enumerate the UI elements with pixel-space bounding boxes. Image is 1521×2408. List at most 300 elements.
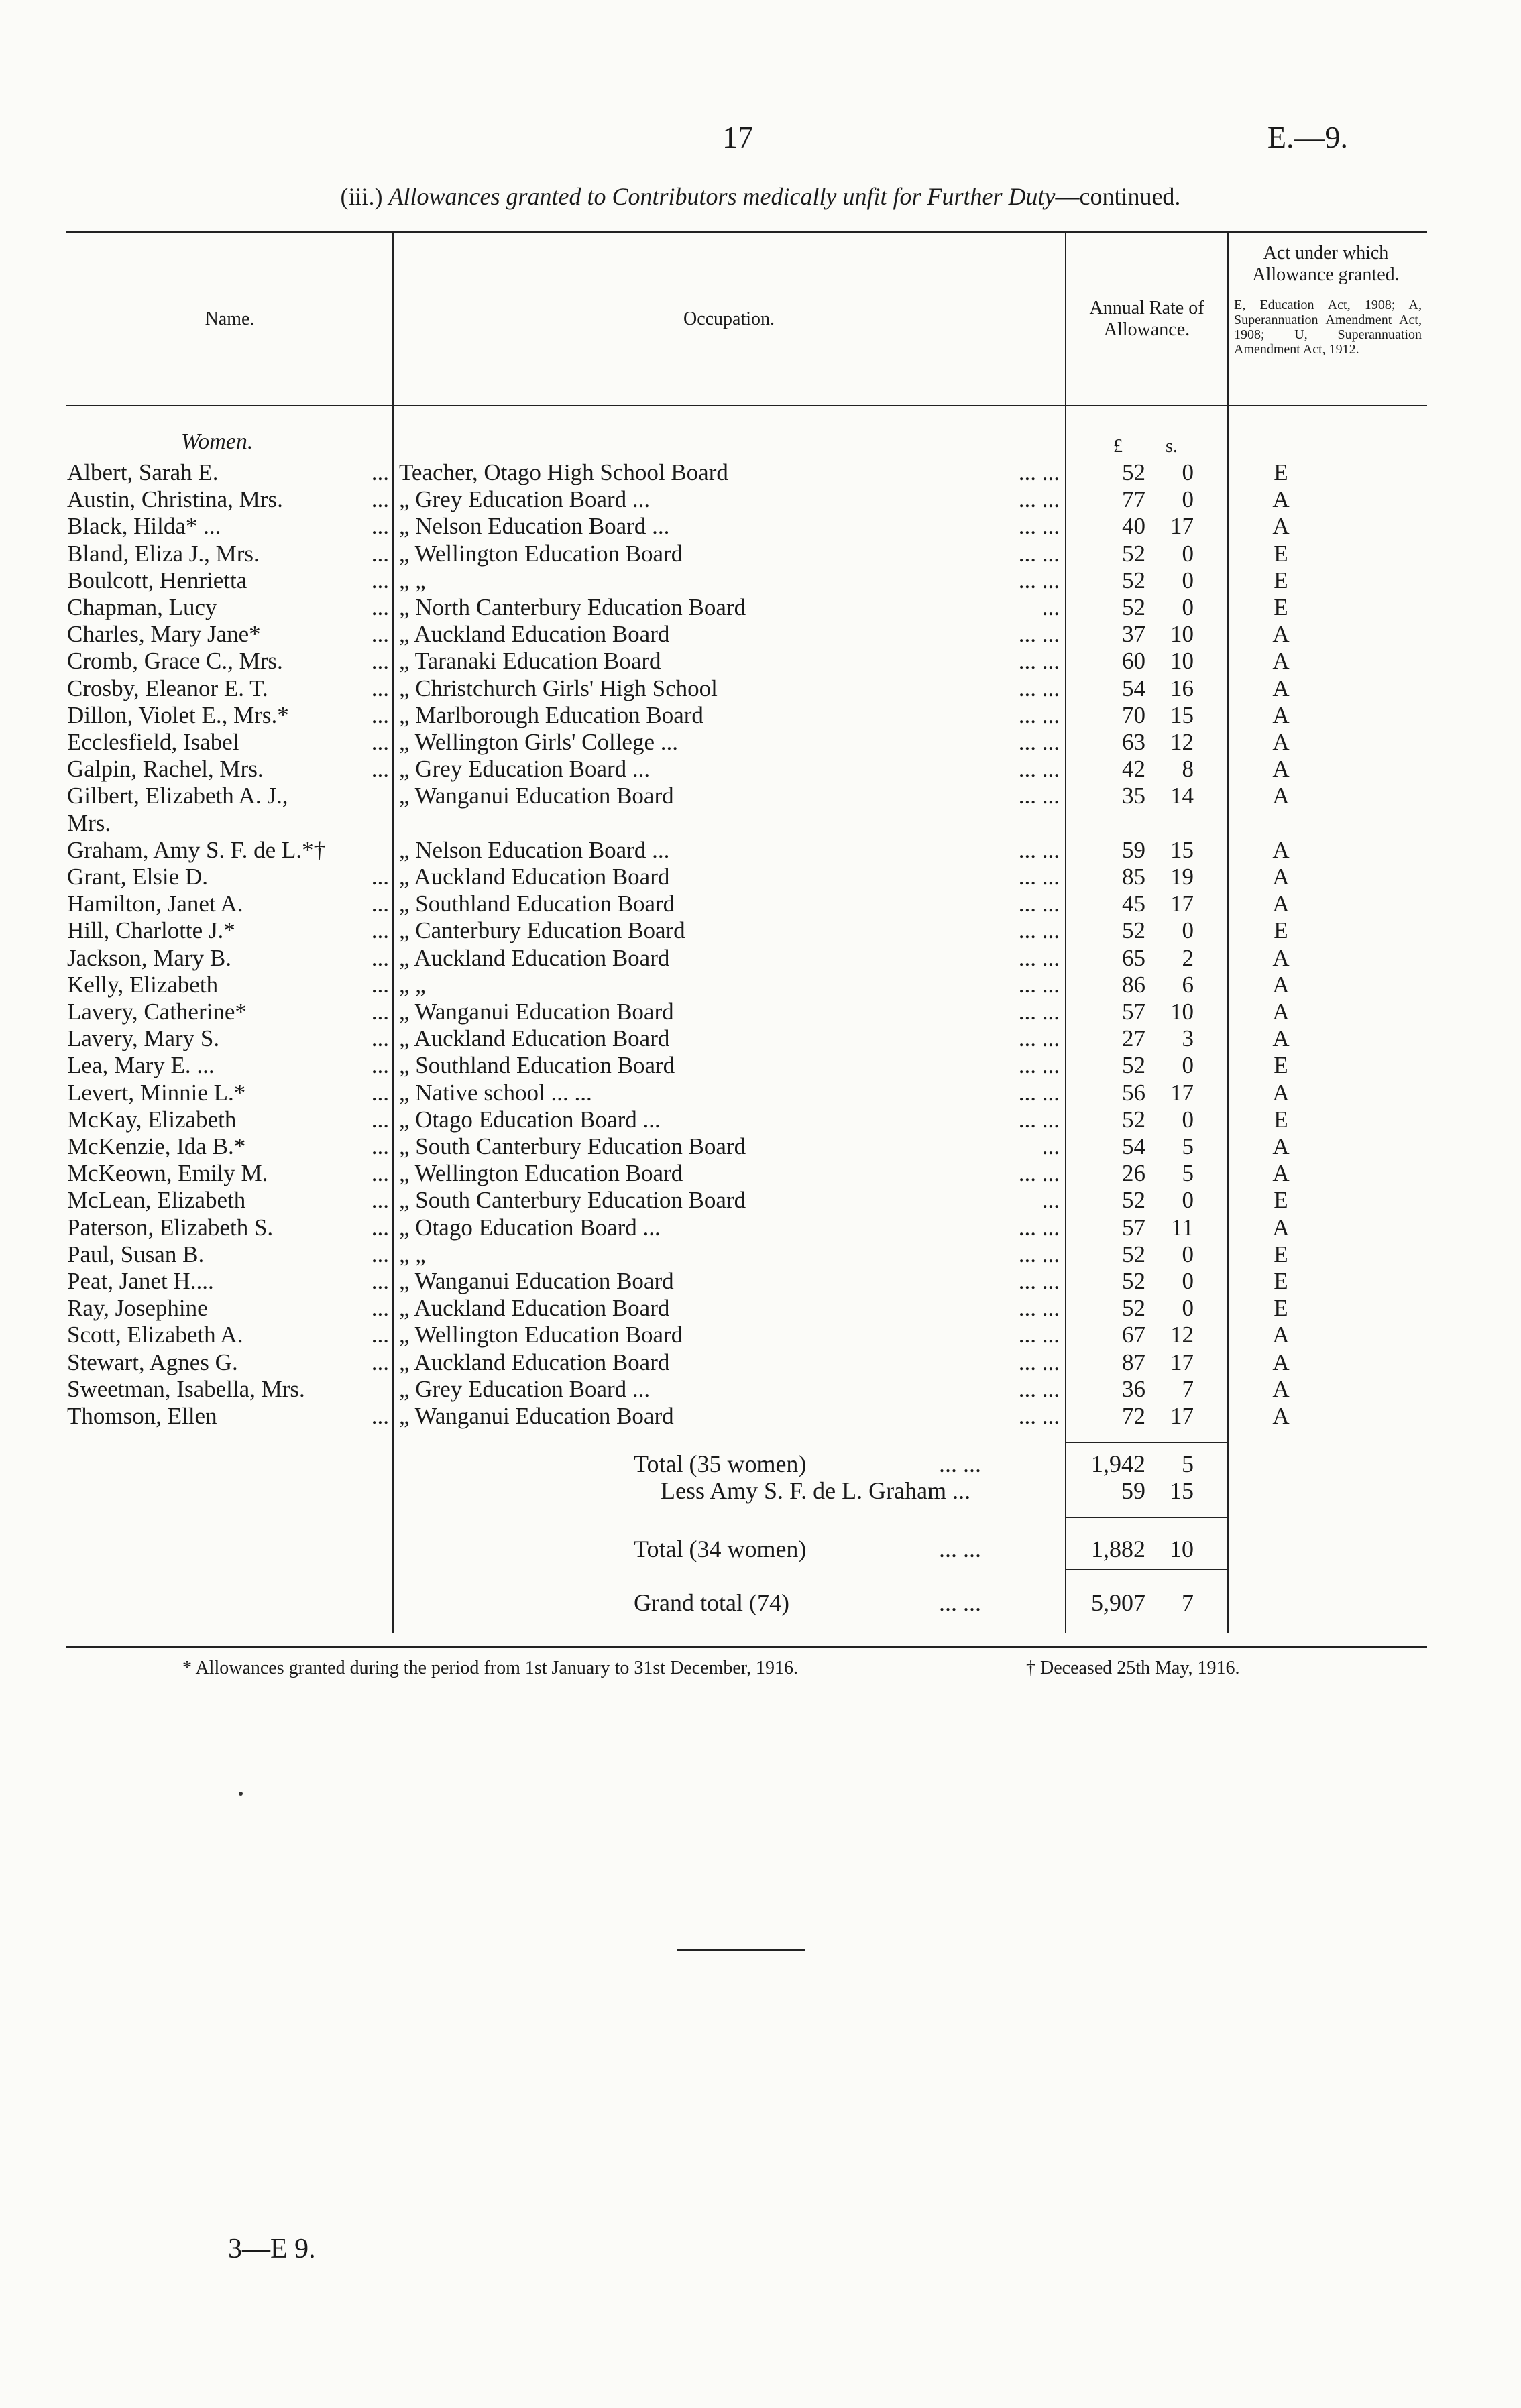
entry-act-code: A [1272, 486, 1290, 513]
entry-leader-dots: ... [371, 1079, 389, 1106]
entry-shillings: 5 [1182, 1133, 1194, 1159]
entry-shillings: 0 [1182, 459, 1194, 485]
entry-name: Lavery, Catherine* [67, 998, 247, 1025]
entry-name: Paterson, Elizabeth S. [67, 1214, 274, 1241]
total-35-shillings: 5 [1182, 1450, 1194, 1477]
end-rule [677, 1949, 805, 1951]
entry-act-code: E [1274, 1295, 1288, 1322]
entry-occupation: „ Wanganui Education Board [399, 998, 674, 1025]
total-rule-3 [1065, 1569, 1227, 1570]
entry-leader-dots: ... [371, 567, 389, 593]
entry-occupation: „ Southland Education Board [399, 1052, 675, 1079]
entry-occupation: „ Auckland Education Board [399, 621, 670, 648]
entry-leader-dots: ... [371, 1214, 389, 1241]
entry-shillings: 0 [1182, 1106, 1194, 1133]
entry-act-code: E [1274, 1187, 1288, 1214]
entry-shillings: 0 [1182, 1241, 1194, 1267]
entry-shillings: 2 [1182, 944, 1194, 971]
entry-act-code: A [1272, 1322, 1290, 1349]
grand-total-pounds: 5,907 [1091, 1589, 1145, 1616]
entry-act-code: A [1272, 971, 1290, 998]
table-row [0, 1025, 1521, 1052]
specks [239, 1792, 243, 1796]
entry-name: Crosby, Eleanor E. T. [67, 675, 268, 701]
entry-occupation: „ Wanganui Education Board [399, 783, 674, 809]
entry-leader-dots: ... [371, 701, 389, 728]
entry-name: Charles, Mary Jane* [67, 621, 261, 648]
entry-name: Gilbert, Elizabeth A. J., [67, 783, 288, 809]
total-35-pounds: 1,942 [1091, 1450, 1145, 1477]
table-row [0, 594, 1521, 621]
entry-occupation: „ South Canterbury Education Board [399, 1133, 746, 1159]
entry-shillings: 0 [1182, 567, 1194, 593]
entry-occupation-dots: ... ... [1018, 1025, 1060, 1052]
entry-act-code: E [1274, 567, 1288, 593]
entry-shillings: 16 [1170, 675, 1194, 701]
entry-act-code: A [1272, 864, 1290, 890]
entry-act-code: E [1274, 540, 1288, 567]
entry-pounds: 52 [1122, 1295, 1145, 1322]
grand-total-dots: ... ... [939, 1589, 981, 1616]
entry-occupation: „ Wanganui Education Board [399, 1268, 674, 1294]
entry-occupation: „ Marlborough Education Board [399, 701, 703, 728]
entry-shillings: 10 [1170, 998, 1194, 1025]
entry-name: Mrs. [67, 809, 111, 836]
entry-leader-dots: ... [371, 729, 389, 755]
shilling-label: s. [1166, 436, 1178, 457]
entry-act-code: A [1272, 1403, 1290, 1429]
entry-leader-dots: ... [371, 1106, 389, 1133]
entry-act-code: E [1274, 594, 1288, 620]
entry-leader-dots: ... [371, 1187, 389, 1214]
column-header-act-line1: Act under which [1263, 243, 1389, 264]
entry-act-code: A [1272, 513, 1290, 540]
entry-name: Chapman, Lucy [67, 594, 217, 620]
entry-occupation-dots: ... ... [1018, 917, 1060, 944]
entry-name: Lavery, Mary S. [67, 1025, 220, 1052]
entry-occupation-dots: ... ... [1018, 729, 1060, 755]
table-row [0, 1080, 1521, 1106]
entry-act-code: A [1272, 648, 1290, 675]
total-35-dots: ... ... [939, 1450, 981, 1477]
entry-name: McLean, Elizabeth [67, 1187, 246, 1214]
entry-name: McKeown, Emily M. [67, 1160, 268, 1187]
entry-pounds: 72 [1122, 1403, 1145, 1429]
entry-shillings: 6 [1182, 971, 1194, 998]
table-row [0, 1187, 1521, 1214]
column-header-name: Name. [205, 308, 255, 329]
entry-shillings: 17 [1170, 513, 1194, 540]
entry-name: Lea, Mary E. ... [67, 1052, 215, 1079]
entry-occupation: „ Wellington Girls' College ... [399, 729, 678, 755]
total-35-label: Total (35 women) [634, 1450, 807, 1477]
entry-occupation: „ Wellington Education Board [399, 540, 683, 567]
table-row [0, 1403, 1521, 1430]
entry-act-code: A [1272, 756, 1290, 783]
entry-pounds: 70 [1122, 701, 1145, 728]
entry-leader-dots: ... [371, 1322, 389, 1349]
entry-name: Grant, Elsie D. [67, 864, 208, 890]
entry-occupation-dots: ... ... [1018, 567, 1060, 593]
entry-shillings: 7 [1182, 1375, 1194, 1402]
table-row [0, 756, 1521, 783]
section-suffix: —continued. [1055, 183, 1181, 210]
entry-leader-dots: ... [371, 486, 389, 513]
table-row [0, 891, 1521, 917]
column-header-rate-line1: Annual Rate of [1089, 298, 1204, 319]
pound-label: £ [1113, 436, 1123, 457]
entry-pounds: 63 [1122, 729, 1145, 755]
entry-occupation: „ Native school ... ... [399, 1079, 592, 1106]
entry-pounds: 57 [1122, 1214, 1145, 1241]
entry-name: Stewart, Agnes G. [67, 1349, 238, 1375]
entry-act-code: E [1274, 459, 1288, 485]
table-row [0, 1241, 1521, 1268]
grand-total-label: Grand total (74) [634, 1589, 789, 1616]
total-34-pounds: 1,882 [1091, 1536, 1145, 1562]
entry-occupation-dots: ... [1041, 1133, 1060, 1159]
entry-occupation: „ Auckland Education Board [399, 864, 670, 890]
entry-act-code: A [1272, 675, 1290, 701]
entry-name: Austin, Christina, Mrs. [67, 486, 283, 513]
entry-pounds: 54 [1122, 1133, 1145, 1159]
table-row [0, 864, 1521, 891]
total-34-shillings: 10 [1170, 1536, 1194, 1562]
column-header-occupation: Occupation. [683, 308, 775, 329]
entry-pounds: 27 [1122, 1025, 1145, 1052]
entry-pounds: 57 [1122, 998, 1145, 1025]
entry-occupation: „ Canterbury Education Board [399, 917, 685, 944]
table-row [0, 998, 1521, 1025]
entry-pounds: 87 [1122, 1349, 1145, 1375]
entry-leader-dots: ... [371, 998, 389, 1025]
entry-pounds: 52 [1122, 1052, 1145, 1079]
entry-occupation-dots: ... ... [1018, 864, 1060, 890]
entry-shillings: 17 [1170, 1349, 1194, 1375]
table-row [0, 702, 1521, 729]
entry-shillings: 0 [1182, 594, 1194, 620]
entry-occupation: „ Nelson Education Board ... [399, 836, 670, 863]
entry-pounds: 54 [1122, 675, 1145, 701]
entry-leader-dots: ... [371, 1052, 389, 1079]
entry-name: Graham, Amy S. F. de L.*† [67, 836, 326, 863]
entry-occupation: „ Taranaki Education Board [399, 648, 661, 675]
entry-shillings: 17 [1170, 1403, 1194, 1429]
entry-leader-dots: ... [371, 594, 389, 620]
entry-act-code: A [1272, 836, 1290, 863]
less-pounds: 59 [1121, 1477, 1145, 1504]
entry-occupation-dots: ... ... [1018, 1349, 1060, 1375]
section-heading-women: Women. [181, 429, 253, 454]
table-row [0, 945, 1521, 972]
entry-occupation: Teacher, Otago High School Board [399, 459, 728, 485]
entry-pounds: 60 [1122, 648, 1145, 675]
entry-pounds: 67 [1122, 1322, 1145, 1349]
entry-act-code: A [1272, 891, 1290, 917]
section-title [0, 182, 1521, 211]
table-row [0, 540, 1521, 567]
entry-occupation-dots: ... ... [1018, 756, 1060, 783]
entry-leader-dots: ... [371, 513, 389, 540]
entry-occupation-dots: ... ... [1018, 1268, 1060, 1294]
entry-act-code: A [1272, 1214, 1290, 1241]
entry-act-code: E [1274, 1106, 1288, 1133]
entry-leader-dots: ... [371, 971, 389, 998]
entry-shillings: 17 [1170, 1079, 1194, 1106]
entry-occupation-dots: ... ... [1018, 1295, 1060, 1322]
entry-occupation-dots: ... ... [1018, 540, 1060, 567]
entry-occupation-dots: ... ... [1018, 1052, 1060, 1079]
entry-pounds: 37 [1122, 621, 1145, 648]
entry-occupation-dots: ... ... [1018, 486, 1060, 513]
entry-shillings: 15 [1170, 836, 1194, 863]
table-row [0, 810, 1521, 837]
section-prefix: (iii.) [340, 183, 389, 210]
table-row [0, 972, 1521, 998]
entry-name: Ray, Josephine [67, 1295, 208, 1322]
table-top-rule [66, 231, 1427, 233]
table-row [0, 1376, 1521, 1403]
entry-occupation-dots: ... ... [1018, 701, 1060, 728]
column-header-rate [1066, 298, 1227, 341]
entry-occupation: „ „ [399, 567, 426, 593]
entry-occupation-dots: ... ... [1018, 1322, 1060, 1349]
entry-shillings: 5 [1182, 1160, 1194, 1187]
entry-pounds: 52 [1122, 567, 1145, 593]
entry-name: Ecclesfield, Isabel [67, 729, 239, 755]
entry-pounds: 52 [1122, 1268, 1145, 1294]
entry-occupation: „ Auckland Education Board [399, 944, 670, 971]
less-shillings: 15 [1170, 1477, 1194, 1504]
entry-leader-dots: ... [371, 675, 389, 701]
entry-pounds: 77 [1122, 486, 1145, 513]
entry-occupation: „ Wanganui Education Board [399, 1403, 674, 1429]
total-rule-1 [1065, 1442, 1227, 1443]
entry-shillings: 17 [1170, 891, 1194, 917]
page-number: 17 [722, 120, 753, 154]
entry-pounds: 52 [1122, 917, 1145, 944]
entry-act-code: E [1274, 1241, 1288, 1267]
less-label: Less Amy S. F. de L. Graham ... [661, 1477, 971, 1504]
entry-occupation-dots: ... ... [1018, 836, 1060, 863]
entry-occupation-dots: ... ... [1018, 783, 1060, 809]
entry-pounds: 52 [1122, 540, 1145, 567]
entry-occupation-dots: ... ... [1018, 513, 1060, 540]
entry-shillings: 19 [1170, 864, 1194, 890]
table-row [0, 1052, 1521, 1079]
table-row [0, 917, 1521, 944]
entry-occupation-dots: ... ... [1018, 648, 1060, 675]
entry-pounds: 36 [1122, 1375, 1145, 1402]
entry-name: Albert, Sarah E. [67, 459, 219, 485]
entry-occupation-dots: ... [1041, 594, 1060, 620]
table-row [0, 837, 1521, 864]
entry-occupation-dots: ... ... [1018, 1079, 1060, 1106]
table-row [0, 1268, 1521, 1295]
entry-act-code: A [1272, 1133, 1290, 1159]
entry-act-code: E [1274, 917, 1288, 944]
entry-pounds: 35 [1122, 783, 1145, 809]
entry-name: Galpin, Rachel, Mrs. [67, 756, 264, 783]
table-row [0, 729, 1521, 756]
entry-occupation: „ „ [399, 971, 426, 998]
entry-leader-dots: ... [371, 756, 389, 783]
entry-name: Black, Hilda* ... [67, 513, 221, 540]
entry-leader-dots: ... [371, 1160, 389, 1187]
entry-leader-dots: ... [371, 621, 389, 648]
entry-act-code: A [1272, 1349, 1290, 1375]
act-abbreviation-note: E, Education Act, 1908; A, Superannuation Amendment Act, 1908; U, Superannuation Amendment Act, 1912. [1234, 298, 1422, 357]
table-row [0, 1106, 1521, 1133]
entry-occupation-dots: ... ... [1018, 675, 1060, 701]
entry-occupation-dots: ... ... [1018, 1375, 1060, 1402]
entry-leader-dots: ... [371, 1349, 389, 1375]
entry-occupation: „ South Canterbury Education Board [399, 1187, 746, 1214]
entry-pounds: 56 [1122, 1079, 1145, 1106]
entry-act-code: A [1272, 1160, 1290, 1187]
entry-act-code: E [1274, 1052, 1288, 1079]
entry-name: Levert, Minnie L.* [67, 1079, 246, 1106]
entry-name: Scott, Elizabeth A. [67, 1322, 243, 1349]
entry-occupation: „ Christchurch Girls' High School [399, 675, 718, 701]
entry-occupation: „ Nelson Education Board ... [399, 513, 670, 540]
entry-shillings: 15 [1170, 701, 1194, 728]
entry-act-code: A [1272, 621, 1290, 648]
entry-pounds: 52 [1122, 594, 1145, 620]
entry-act-code: A [1272, 1079, 1290, 1106]
table-row [0, 1133, 1521, 1160]
entry-occupation-dots: ... ... [1018, 1241, 1060, 1267]
column-header-rate-line2: Allowance. [1103, 319, 1190, 340]
header-bottom-rule [66, 405, 1427, 406]
entry-shillings: 0 [1182, 486, 1194, 513]
table-row [0, 513, 1521, 540]
table-row [0, 1349, 1521, 1376]
entry-occupation: „ Grey Education Board ... [399, 486, 651, 513]
footnote-dagger: † Deceased 25th May, 1916. [1026, 1658, 1240, 1678]
entry-occupation-dots: ... ... [1018, 459, 1060, 485]
table-row [0, 459, 1521, 486]
entry-pounds: 52 [1122, 1106, 1145, 1133]
entry-occupation-dots: ... ... [1018, 621, 1060, 648]
footnote-asterisk: * Allowances granted during the period from 1st January to 31st December, 1916. [182, 1658, 798, 1678]
grand-total-shillings: 7 [1182, 1589, 1194, 1616]
section-title-italic: Allowances granted to Contributors medically unfit for Further Duty [388, 183, 1056, 210]
entry-shillings: 10 [1170, 621, 1194, 648]
entry-leader-dots: ... [371, 1403, 389, 1429]
entry-name: Sweetman, Isabella, Mrs. [67, 1375, 305, 1402]
entry-name: Thomson, Ellen [67, 1403, 217, 1429]
entry-leader-dots: ... [371, 891, 389, 917]
entry-occupation: „ North Canterbury Education Board [399, 594, 746, 620]
table-bottom-rule [66, 1646, 1427, 1648]
entry-leader-dots: ... [371, 1268, 389, 1294]
table-row [0, 567, 1521, 594]
entry-leader-dots: ... [371, 648, 389, 675]
entry-occupation: „ Wellington Education Board [399, 1160, 683, 1187]
entry-occupation-dots: ... ... [1018, 998, 1060, 1025]
entry-leader-dots: ... [371, 459, 389, 485]
entry-act-code: A [1272, 729, 1290, 755]
table-row [0, 621, 1521, 648]
entry-shillings: 0 [1182, 1268, 1194, 1294]
entry-act-code: A [1272, 1375, 1290, 1402]
entry-occupation: „ Wellington Education Board [399, 1322, 683, 1349]
entry-name: Boulcott, Henrietta [67, 567, 247, 593]
entry-act-code: A [1272, 783, 1290, 809]
entry-occupation-dots: ... ... [1018, 1403, 1060, 1429]
entry-occupation: „ Grey Education Board ... [399, 1375, 651, 1402]
entry-pounds: 59 [1122, 836, 1145, 863]
entry-pounds: 26 [1122, 1160, 1145, 1187]
document-code: E.—9. [1267, 120, 1348, 154]
entry-leader-dots: ... [371, 1241, 389, 1267]
entry-name: Hill, Charlotte J.* [67, 917, 235, 944]
entry-occupation: „ Auckland Education Board [399, 1295, 670, 1322]
entry-name: Hamilton, Janet A. [67, 891, 243, 917]
total-34-dots: ... ... [939, 1536, 981, 1562]
entry-act-code: A [1272, 944, 1290, 971]
entry-name: Kelly, Elizabeth [67, 971, 219, 998]
entry-occupation: „ Otago Education Board ... [399, 1106, 661, 1133]
entry-shillings: 12 [1170, 1322, 1194, 1349]
entry-name: Dillon, Violet E., Mrs.* [67, 701, 289, 728]
entry-shillings: 0 [1182, 1187, 1194, 1214]
total-34-label: Total (34 women) [634, 1536, 807, 1562]
entry-leader-dots: ... [371, 1025, 389, 1052]
entry-name: Paul, Susan B. [67, 1241, 205, 1267]
entry-pounds: 45 [1122, 891, 1145, 917]
entry-shillings: 12 [1170, 729, 1194, 755]
entry-occupation: „ Auckland Education Board [399, 1025, 670, 1052]
entry-shillings: 0 [1182, 1295, 1194, 1322]
entry-pounds: 52 [1122, 1187, 1145, 1214]
entry-occupation-dots: ... ... [1018, 1106, 1060, 1133]
entry-occupation: „ Otago Education Board ... [399, 1214, 661, 1241]
entry-act-code: A [1272, 998, 1290, 1025]
entry-pounds: 65 [1122, 944, 1145, 971]
entry-leader-dots: ... [371, 917, 389, 944]
column-header-act [1229, 243, 1423, 286]
entry-act-code: A [1272, 701, 1290, 728]
entry-shillings: 14 [1170, 783, 1194, 809]
table-row [0, 1322, 1521, 1349]
entry-shillings: 0 [1182, 1052, 1194, 1079]
entry-leader-dots: ... [371, 864, 389, 890]
table-row [0, 675, 1521, 702]
entry-name: Jackson, Mary B. [67, 944, 231, 971]
entry-occupation-dots: ... ... [1018, 1160, 1060, 1187]
entry-pounds: 52 [1122, 1241, 1145, 1267]
table-row [0, 1295, 1521, 1322]
entry-leader-dots: ... [371, 540, 389, 567]
entry-name: McKay, Elizabeth [67, 1106, 237, 1133]
entry-act-code: E [1274, 1268, 1288, 1294]
table-row [0, 1160, 1521, 1187]
entry-occupation: „ Grey Education Board ... [399, 756, 651, 783]
column-header-act-line2: Allowance granted. [1252, 264, 1400, 285]
entry-shillings: 0 [1182, 917, 1194, 944]
entry-shillings: 8 [1182, 756, 1194, 783]
total-rule-2 [1065, 1517, 1227, 1518]
entry-pounds: 86 [1122, 971, 1145, 998]
table-row [0, 783, 1521, 809]
entry-shillings: 0 [1182, 540, 1194, 567]
footer-code: 3—E 9. [228, 2234, 316, 2264]
entry-name: Cromb, Grace C., Mrs. [67, 648, 283, 675]
entry-name: Bland, Eliza J., Mrs. [67, 540, 260, 567]
entry-pounds: 52 [1122, 459, 1145, 485]
